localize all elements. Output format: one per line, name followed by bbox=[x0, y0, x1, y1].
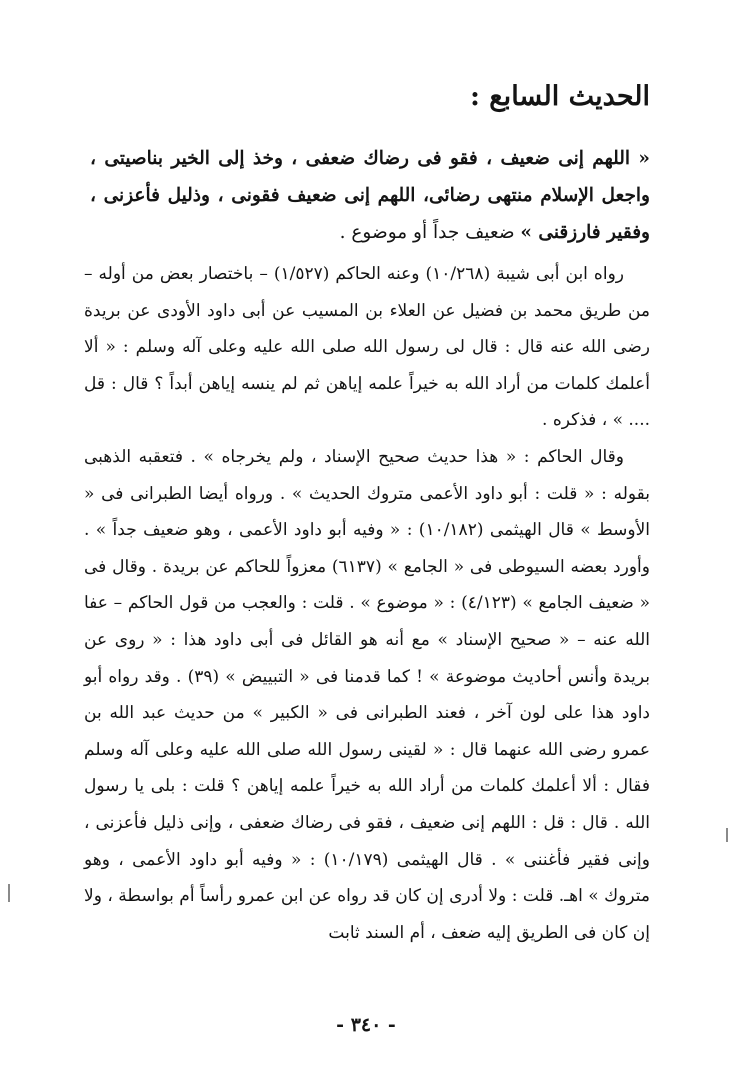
scan-margin-mark bbox=[8, 884, 10, 902]
hadith-quote: « اللهم إنى ضعيف ، فقو فى رضاك ضعفى ، وخذ إلى الخير بناصيتى ، واجعل الإسلام منتهى رضائى، اللهم إنى ضعيف فقونى ، وذليل فأعزنى ، وفقير فارزقنى » bbox=[90, 148, 650, 243]
section-heading: الحديث السابع : bbox=[469, 81, 650, 112]
commentary bbox=[84, 256, 650, 951]
page-number: - ٣٤٠ - bbox=[336, 1014, 396, 1036]
commentary-paragraph: وقال الحاكم : « هذا حديث صحيح الإسناد ، ولم يخرجاه » . فتعقبه الذهبى بقوله : « قلت : أبو داود الأعمى متروك الحديث » . ورواه أيضا الطبرانى فى « الأوسط » قال الهيثمى (١٠/١٨٢) : « وفيه أبو داود الأعمى ، وهو ضعيف جداً » . وأورد بعضه السيوطى فى « الجامع » (٦١٣٧) معزواً للحاكم عن بريدة . وقال فى « ضعيف الجامع » (٤/١٢٣) : « موضوع » . قلت : والعجب من قول الحاكم – عفا الله عنه – « صحيح الإسناد » مع أنه هو القائل فى أبى داود هذا : « روى عن بريدة وأنس أحاديث موضوعة » ! كما قدمنا فى « التبييض » (٣٩) . وقد رواه أبو داود هذا على لون آخر ، فعند الطبرانى فى « الكبير » من حديث عبد الله بن عمرو رضى الله عنهما قال : « لقينى رسول الله صلى الله عليه وعلى آله وسلم فقال : ألا أعلمك كلمات من أراد الله به خيراً علمه إياهن ؟ قلت : بلى يا رسول الله . قال : قل : اللهم إنى ضعيف ، فقو فى رضاك ضعفى ، وإنى ذليل فأعزنى ، وإنى فقير فأغننى » . قال الهيثمى (١٠/١٧٩) : « وفيه أبو داود الأعمى ، وهو متروك » اهـ. قلت : ولا أدرى إن كان قد رواه عن ابن عمرو رأساً أم بواسطة ، ولا إن كان فى الطريق إليه ضعف ، أم السند ثابت bbox=[84, 446, 651, 943]
hadith-text bbox=[90, 140, 650, 251]
commentary-paragraph: رواه ابن أبى شيبة (١٠/٢٦٨) وعنه الحاكم (١/٥٢٧) – باختصار بعض من أوله – من طريق محمد بن فضيل عن العلاء بن المسيب عن أبى داود الأودى عن بريدة رضى الله عنه قال : قال لى رسول الله صلى الله عليه وعلى آله وسلم : « ألا أعلمك كلمات من أراد الله به خيراً علمه إياهن ثم لم ينسه إياهن أبداً ؟ قال : قل .... » ، فذكره . bbox=[84, 264, 650, 431]
hadith-grade: ضعيف جداً أو موضوع . bbox=[339, 222, 521, 243]
scan-margin-mark bbox=[726, 828, 728, 842]
